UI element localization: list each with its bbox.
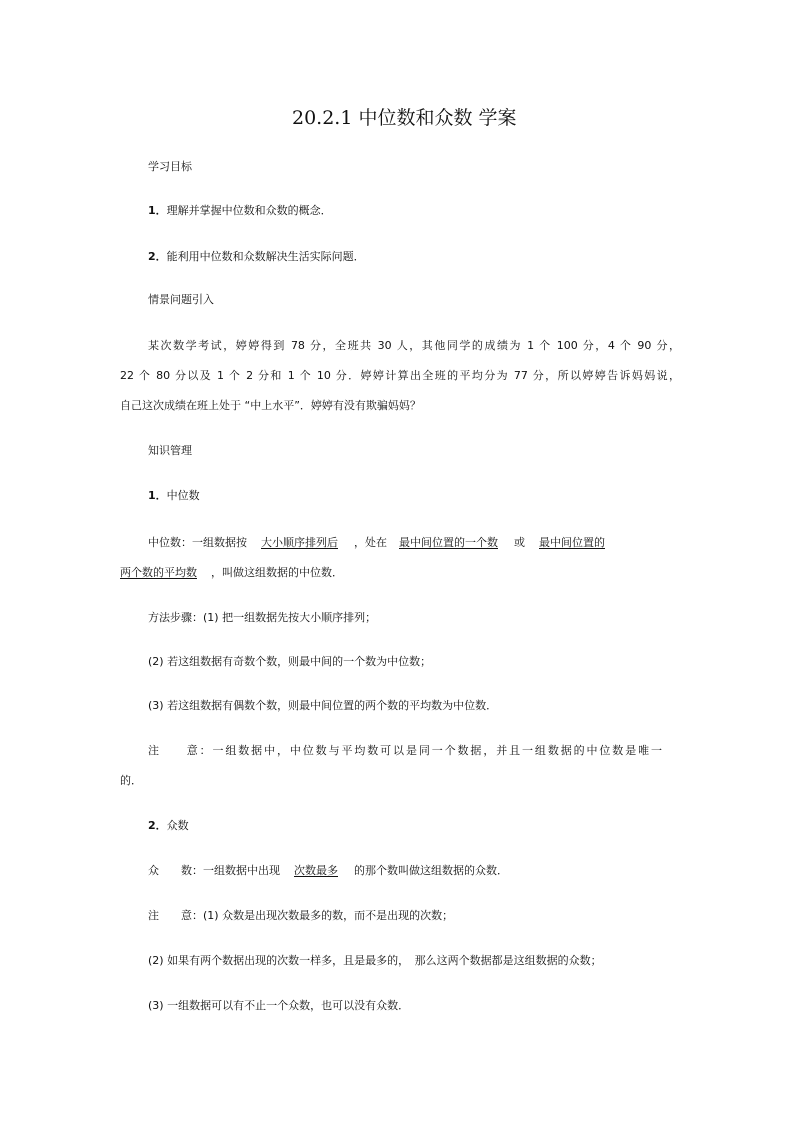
mode-number: 2． (148, 819, 167, 832)
knowledge-heading: 知识管理 (148, 444, 192, 457)
mode-title: 众数 (166, 819, 189, 832)
median-def-suffix: ，叫做这组数据的中位数． (211, 566, 343, 579)
median-def-prefix: 中位数：一组数据按 (148, 536, 247, 549)
median-def-or: 或 (514, 536, 525, 549)
intro-paragraph-line-3: 自己这次成绩在班上处于 “中上水平”．婷婷有没有欺骗妈妈？ (120, 399, 421, 412)
mode-heading (148, 818, 189, 834)
mode-note-3: (3) 一组数据可以有不止一个众数，也可以没有众数． (148, 999, 410, 1012)
mode-definition (148, 863, 508, 879)
mode-note-2: (2) 如果有两个数据出现的次数一样多，且是最多的， 那么这两个数据都是这组数据的众数； (148, 954, 602, 967)
page-title: 20.2.1 中位数和众数 学案 (292, 107, 517, 129)
method-step-1: 方法步骤：(1) 把一组数据先按大小顺序排列； (148, 611, 377, 624)
median-blank-order: 大小顺序排列后 (261, 536, 338, 549)
median-blank-middle-one: 最中间位置的一个数 (399, 536, 498, 549)
intro-paragraph-line-2: 22 个 80 分以及 1 个 2 分和 1 个 10 分．婷婷计算出全班的平均分为 77 分，所以婷婷告诉妈妈说， (120, 369, 680, 382)
intro-paragraph-line-1: 某次数学考试，婷婷得到 78 分，全班共 30 人，其他同学的成绩为 1 个 100 分，4 个 90 分， (148, 339, 680, 352)
objective-2-number: 2． (148, 250, 167, 263)
mode-note-1: 注 意：(1) 众数是出现次数最多的数，而不是出现的次数； (148, 909, 454, 922)
median-blank-middle-two: 最中间位置的 (539, 536, 605, 549)
method-step-2: (2) 若这组数据有奇数个数，则最中间的一个数为中位数； (148, 655, 432, 668)
objective-2 (148, 249, 365, 265)
median-definition-line-1 (148, 535, 605, 551)
median-title: 中位数 (166, 489, 200, 502)
objectives-heading: 学习目标 (148, 160, 192, 173)
median-definition-line-2 (120, 565, 343, 581)
method-step-3: (3) 若这组数据有偶数个数，则最中间位置的两个数的平均数为中位数． (148, 699, 498, 712)
median-note-line-1: 注 意：一组数据中，中位数与平均数可以是同一个数据，并且一组数据的中位数是唯一 (148, 744, 662, 757)
intro-heading: 情景问题引入 (148, 293, 214, 306)
median-number: 1． (148, 489, 167, 502)
objective-1 (148, 203, 332, 219)
median-heading (148, 488, 200, 504)
mode-blank-most-frequent: 次数最多 (294, 864, 338, 877)
median-blank-average: 两个数的平均数 (120, 566, 197, 579)
objective-2-text: 能利用中位数和众数解决生活实际问题． (166, 250, 365, 263)
mode-def-prefix: 众 数：一组数据中出现 (148, 864, 280, 877)
objective-1-number: 1． (148, 204, 167, 217)
mode-def-suffix: 的那个数叫做这组数据的众数． (354, 864, 508, 877)
median-note-line-2: 的． (120, 774, 142, 787)
median-def-middle: ，处在 (354, 536, 387, 549)
objective-1-text: 理解并掌握中位数和众数的概念． (166, 204, 332, 217)
